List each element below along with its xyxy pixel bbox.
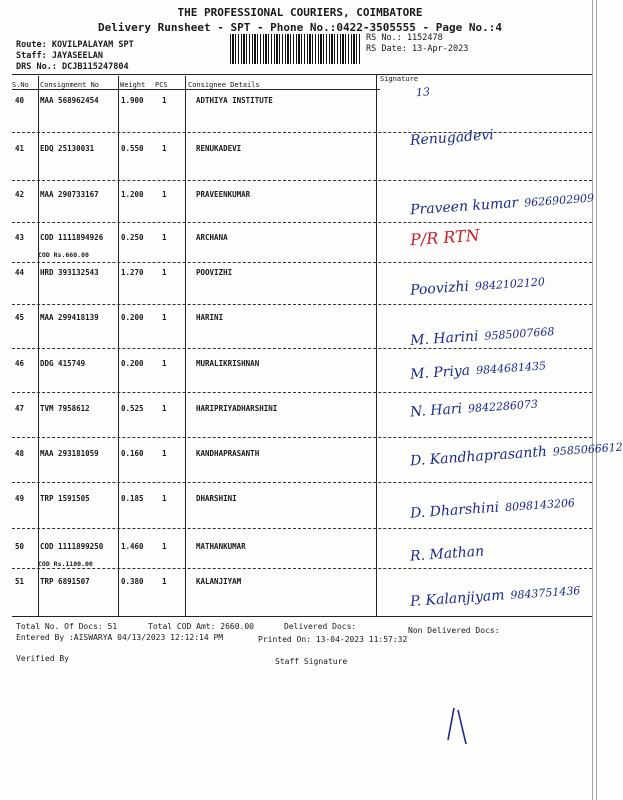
cell-pcs: 1 [162,542,167,551]
company-title: THE PROFESSIONAL COURIERS, COIMBATORE [177,6,423,19]
signature-text: P. Kalanjiyam [409,587,506,610]
cell-sno: 43 [15,233,25,242]
signature-phone: 9585007668 [484,324,555,343]
handwritten-signature [410,323,555,349]
header-rule [12,89,380,90]
cell-consignee: ADTHIYA INSTITUTE [196,96,273,105]
cell-consignment-no: HRD 393132543 [40,268,99,277]
cell-cod-amount: COD Rs.1100.00 [38,560,93,568]
signature-phone: 9843751436 [510,584,581,602]
cell-weight: 0.525 [121,404,144,413]
row-divider [12,528,592,529]
cell-consignee: MATHANKUMAR [196,542,246,551]
signature-phone: 13 [415,85,431,100]
cell-consignment-no: TRP 1591505 [40,494,90,503]
cell-weight: 1.270 [121,268,144,277]
staff-label: Staff: JAYASEELAN [16,51,103,61]
signature-phone: 9585066612 [552,440,623,459]
total-docs: Total No. Of Docs: 51 [16,622,118,631]
cell-pcs: 1 [162,404,167,413]
cell-weight: 0.200 [121,359,144,368]
delivered-docs: Delivered Docs: [284,622,357,631]
cell-sno: 51 [15,577,25,586]
staff-signature-label: Staff Signature [275,657,348,666]
cell-consignment-no: MAA 293181059 [40,449,99,458]
total-cod: Total COD Amt: 2660.00 [148,622,254,631]
col-header-weight: Weight [120,81,146,89]
signature-text: R. Mathan [409,543,485,565]
rs-number: RS No.: 1152478 [366,33,443,43]
signature-phone: 9842286073 [467,397,539,416]
cell-consignment-no: COD 1111899250 [40,542,104,551]
row-divider [12,262,592,263]
cell-sno: 48 [15,449,25,458]
cell-weight: 0.160 [121,449,144,458]
column-divider [376,74,377,616]
cell-pcs: 1 [162,144,167,153]
footer-rule [12,616,592,617]
cell-sno: 41 [15,144,25,153]
row-divider [12,568,592,569]
cell-weight: 0.380 [121,577,144,586]
cell-consignee: RENUKADEVI [196,144,242,153]
non-delivered-docs: Non Delivered Docs: [408,626,500,635]
printed-on: Printed On: 13-04-2023 11:57:32 [258,635,408,644]
cell-consignee: DHARSHINI [196,494,237,503]
cell-pcs: 1 [162,577,167,586]
signature-text: D. Dharshini [409,499,500,522]
rs-date: RS Date: 13-Apr-2023 [366,44,469,54]
cell-pcs: 1 [162,190,167,199]
cell-sno: 40 [15,96,25,105]
drs-label: DRS No.: DCJB115247804 [16,62,129,72]
signature-phone: 8098143206 [504,496,576,515]
handwritten-signature [410,190,595,219]
signature-text [409,85,410,101]
signature-text: M. Harini [409,328,480,350]
pen-stroke [440,700,480,750]
cell-sno: 50 [15,542,25,551]
row-divider [12,222,592,223]
col-header-signature: Signature [380,75,418,83]
cell-consignment-no: EDQ 25130031 [40,144,95,153]
cell-weight: 0.550 [121,144,144,153]
barcode [230,34,360,64]
col-header-consignment: Consignment No [40,81,100,89]
entered-by: Entered By :AISWARYA 04/13/2023 12:12:14 PM [16,633,224,642]
cell-weight: 1.200 [121,190,144,199]
cell-consignee: PRAVEENKUMAR [196,190,251,199]
handwritten-signature [410,396,539,421]
handwritten-signature [410,582,581,610]
row-divider [12,304,592,305]
signature-text: P/R RTN [409,225,481,250]
runsheet-subtitle: Delivery Runsheet - SPT - Phone No.:0422-3505555 - Page No.:4 [98,21,502,34]
verified-by: Verified By [16,654,69,663]
cell-consignment-no: COD 1111894926 [40,233,104,242]
cell-pcs: 1 [162,233,167,242]
cell-weight: 1.460 [121,542,144,551]
signature-text: M. Priya [409,362,471,383]
scan-edge [596,0,597,800]
signature-text: Renugadevi [409,127,495,149]
row-divider [12,482,592,483]
cell-consignee: KANDHAPRASANTH [196,449,260,458]
row-divider [12,348,592,349]
cell-sno: 49 [15,494,25,503]
cell-pcs: 1 [162,494,167,503]
col-header-consignee: Consignee Details [188,81,260,89]
cell-pcs: 1 [162,449,167,458]
handwritten-signature [409,83,430,100]
column-divider [185,76,186,616]
cell-consignee: ARCHANA [196,233,228,242]
cell-sno: 47 [15,404,25,413]
cell-pcs: 1 [162,313,167,322]
signature-text: Poovizhi [409,278,470,299]
signature-text: Praveen kumar [409,194,519,219]
signature-text: D. Kandhaprasanth [409,443,548,470]
row-divider [12,392,592,393]
table-top-rule [12,74,592,75]
cell-consignee: POOVIZHI [196,268,233,277]
route-label: Route: KOVILPALAYAM SPT [16,40,134,50]
cell-consignment-no: DDG 415749 [40,359,86,368]
cell-pcs: 1 [162,359,167,368]
cell-weight: 1.900 [121,96,144,105]
handwritten-signature [410,543,485,564]
handwritten-signature [409,226,480,250]
cell-consignee: HARINI [196,313,224,322]
cell-pcs: 1 [162,268,167,277]
cell-consignee: KALANJIYAM [196,577,242,586]
cell-consignee: HARIPRIYADHARSHINI [196,404,278,413]
handwritten-signature [410,273,546,298]
cell-weight: 0.250 [121,233,144,242]
cell-sno: 45 [15,313,25,322]
scan-edge [592,0,593,800]
cell-sno: 44 [15,268,25,277]
cell-weight: 0.200 [121,313,144,322]
handwritten-signature [410,357,547,382]
cell-weight: 0.185 [121,494,144,503]
handwritten-signature [410,439,623,470]
cell-sno: 42 [15,190,25,199]
signature-phone: 9844681435 [475,359,547,378]
cell-consignee: MURALIKRISHNAN [196,359,260,368]
column-divider [118,76,119,616]
signature-phone: 9842102120 [474,275,546,294]
cell-consignment-no: TRP 6891507 [40,577,90,586]
cell-pcs: 1 [162,96,167,105]
row-divider [12,180,592,181]
cell-consignment-no: MAA 290733167 [40,190,99,199]
signature-text: N. Hari [409,400,463,421]
column-divider [38,76,39,616]
cell-consignment-no: TVM 7958612 [40,404,90,413]
row-divider [12,437,592,438]
handwritten-signature [410,127,495,149]
cell-sno: 46 [15,359,25,368]
cell-consignment-no: MAA 299418139 [40,313,99,322]
cell-cod-amount: COD Rs.660.00 [38,251,89,259]
handwritten-signature [410,494,576,521]
cell-consignment-no: MAA 568962454 [40,96,99,105]
col-header-pcs: PCS [155,81,168,89]
col-header-sno: S.No [12,81,29,89]
row-divider [12,132,592,133]
signature-phone: 9626902909 [523,191,595,210]
